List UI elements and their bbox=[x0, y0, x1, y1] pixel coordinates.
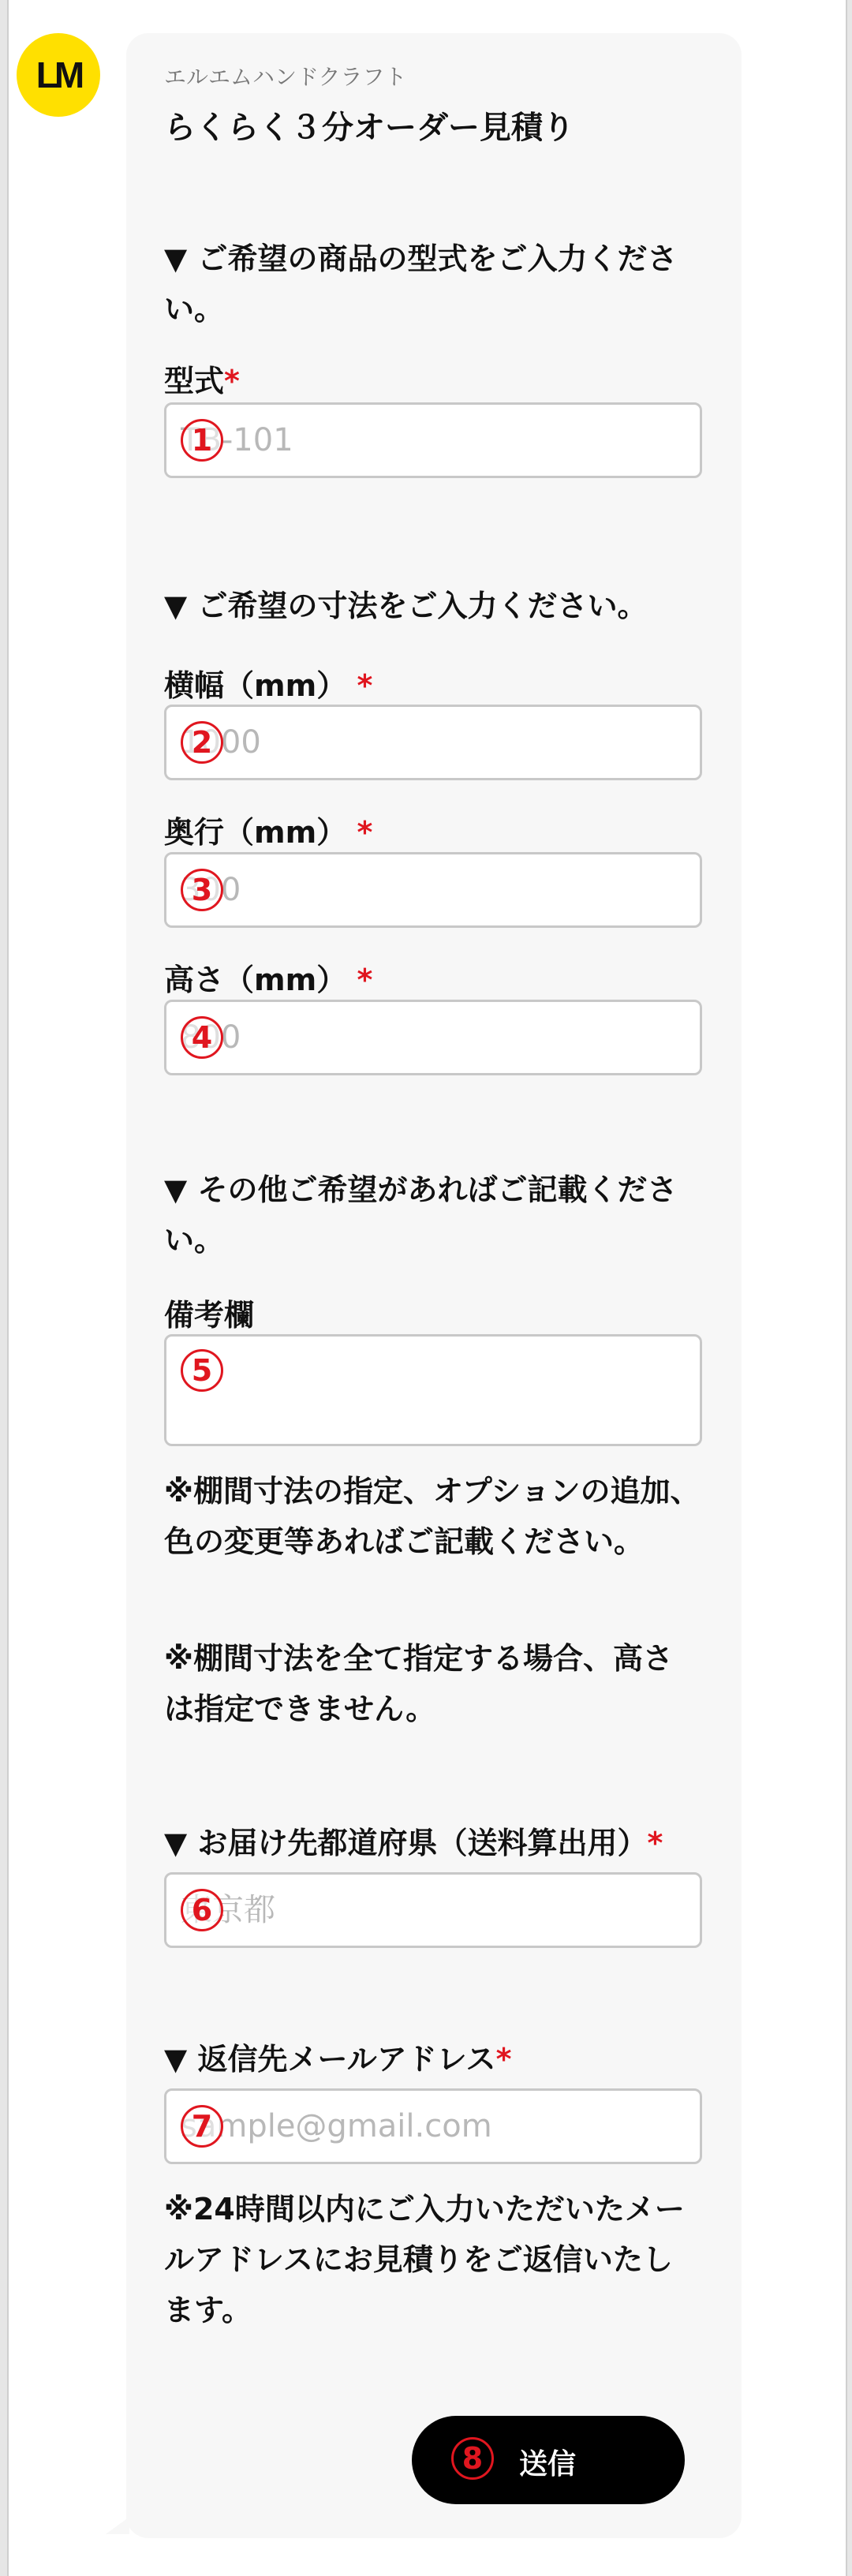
email-input[interactable] bbox=[166, 2091, 700, 2162]
submit-label: 送信 bbox=[519, 2448, 577, 2481]
brand-name: エルエムハンドクラフト bbox=[164, 64, 407, 90]
label-height-text: 高さ（mm） bbox=[164, 963, 347, 997]
width-input[interactable] bbox=[166, 707, 700, 778]
email-note: ※24時間以内にご入力いただいたメールアドレスにお見積りをご返信いたします。 bbox=[164, 2192, 685, 2327]
height-input[interactable] bbox=[166, 1002, 700, 1073]
window-frame-left-border bbox=[7, 0, 9, 2576]
section-heading-email bbox=[164, 2034, 701, 2084]
label-height bbox=[164, 955, 372, 999]
model-field[interactable] bbox=[164, 402, 702, 478]
required-mark: * bbox=[357, 963, 373, 997]
annotation-marker-1: 1 bbox=[181, 419, 223, 462]
chat-bubble-tail bbox=[106, 2517, 129, 2534]
section-heading-other: ▼ その他ご希望があればご記載ください。 bbox=[164, 1172, 678, 1258]
window-frame-right bbox=[847, 0, 852, 2576]
depth-field[interactable] bbox=[164, 852, 702, 928]
form-title: らくらく３分オーダー見積り bbox=[164, 110, 574, 146]
window-frame-right-border bbox=[846, 0, 847, 2576]
required-mark: * bbox=[647, 1826, 663, 1860]
annotation-marker-5: 5 bbox=[181, 1349, 223, 1392]
depth-input[interactable] bbox=[166, 854, 700, 925]
prefecture-input[interactable] bbox=[166, 1875, 700, 1946]
annotation-marker-4: 4 bbox=[181, 1016, 223, 1059]
label-remarks: 備考欄 bbox=[164, 1298, 255, 1333]
remarks-field[interactable] bbox=[164, 1334, 702, 1446]
required-mark: * bbox=[224, 364, 240, 398]
section-heading-model: ▼ ご希望の商品の型式をご入力ください。 bbox=[164, 241, 678, 327]
width-field[interactable] bbox=[164, 705, 702, 780]
remarks-textarea[interactable] bbox=[166, 1337, 700, 1444]
remarks-note-2: ※棚間寸法を全て指定する場合、高さは指定できません。 bbox=[164, 1641, 673, 1726]
avatar-text: LM bbox=[36, 54, 81, 95]
section-heading-email-text: ▼ 返信先メールアドレス bbox=[164, 2042, 496, 2077]
required-mark: * bbox=[357, 815, 373, 850]
label-width-text: 横幅（mm） bbox=[164, 668, 347, 703]
label-model-text: 型式 bbox=[164, 364, 225, 398]
label-width bbox=[164, 661, 372, 705]
required-mark: * bbox=[495, 2042, 512, 2077]
prefecture-field[interactable] bbox=[164, 1872, 702, 1948]
label-depth-text: 奥行（mm） bbox=[164, 815, 347, 850]
section-heading-size: ▼ ご希望の寸法をご入力ください。 bbox=[164, 589, 648, 623]
annotation-marker-3: 3 bbox=[181, 869, 223, 911]
window-frame-left bbox=[0, 0, 7, 2576]
avatar bbox=[17, 33, 100, 117]
required-mark: * bbox=[357, 668, 373, 703]
section-heading-prefecture-text: ▼ お届け先都道府県（送料算出用） bbox=[164, 1826, 648, 1860]
annotation-marker-7: 7 bbox=[181, 2105, 223, 2148]
section-heading-prefecture bbox=[164, 1818, 716, 1868]
remarks-note-1: ※棚間寸法の指定、オプションの追加、色の変更等あればご記載ください。 bbox=[164, 1474, 701, 1559]
model-input[interactable] bbox=[166, 405, 700, 476]
height-field[interactable] bbox=[164, 1000, 702, 1075]
annotation-marker-8: 8 bbox=[451, 2437, 494, 2480]
annotation-marker-2: 2 bbox=[181, 721, 223, 764]
submit-button[interactable] bbox=[412, 2416, 685, 2504]
email-field[interactable] bbox=[164, 2088, 702, 2164]
label-model bbox=[164, 357, 240, 400]
annotation-marker-6: 6 bbox=[181, 1889, 223, 1931]
label-depth bbox=[164, 808, 372, 851]
